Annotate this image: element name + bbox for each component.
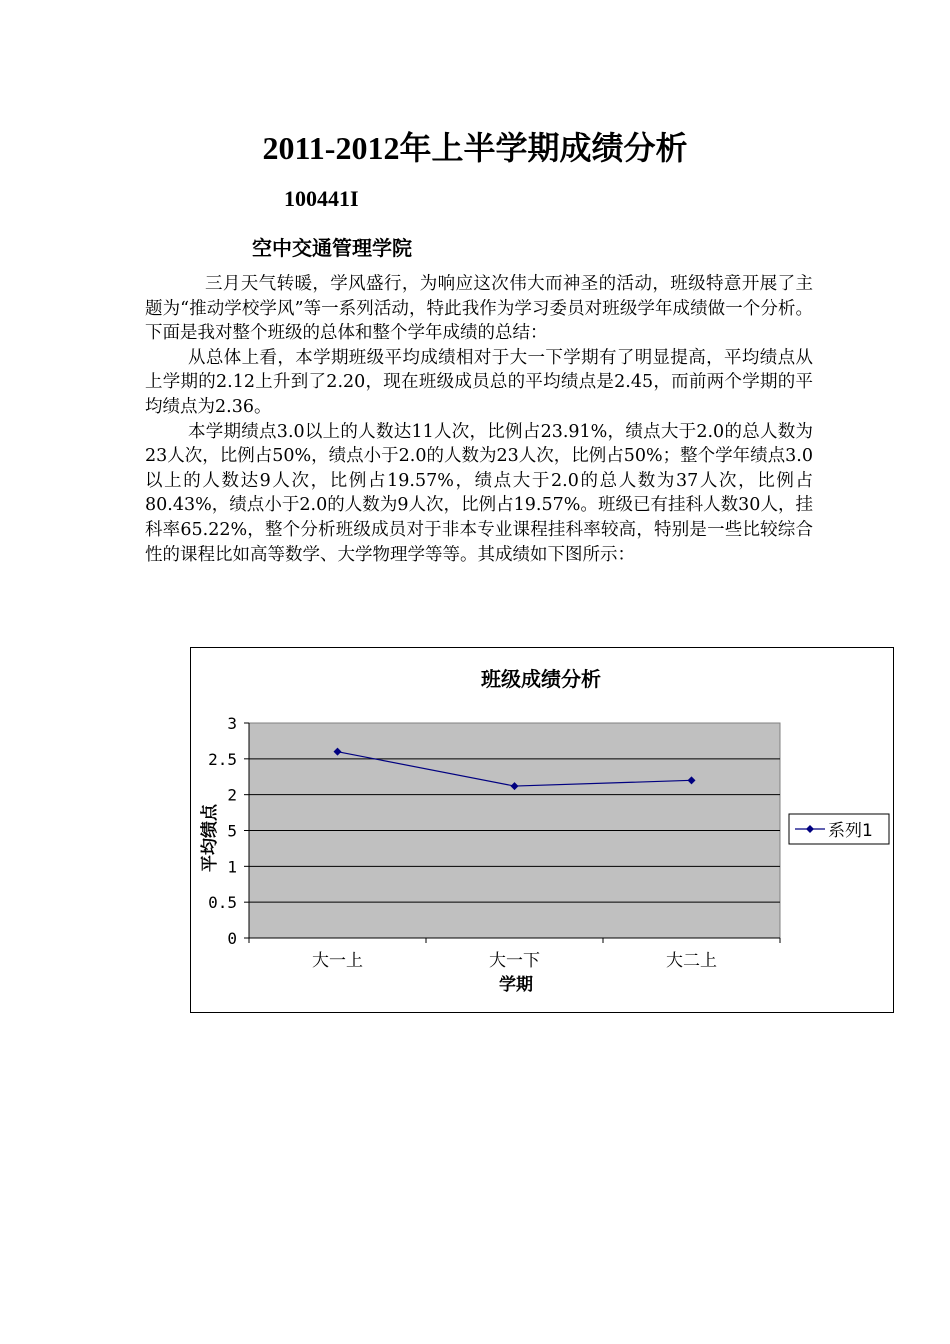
y-tick-label: 0.5 — [208, 893, 237, 913]
document-title: 2011-2012年上半学期成绩分析 — [262, 130, 688, 166]
paragraph-intro: 三月天气转暖，学风盛行，为响应这次伟大而神圣的活动，班级特意开展了主题为“推动学校学风”等一系列活动，特此我作为学习委员对班级学年成绩做一个分析。下面是我对整个班级的总体和整个学年成绩的总结： — [145, 274, 813, 344]
y-tick-label: 2 — [227, 785, 237, 805]
y-axis-label: 平均绩点 — [200, 804, 220, 872]
y-tick-label: 2.5 — [208, 749, 237, 769]
chart-svg — [191, 648, 895, 1014]
chart-title: 班级成绩分析 — [481, 667, 601, 691]
grade-chart — [190, 647, 894, 1013]
class-id: 100441I — [284, 186, 359, 211]
body-text — [145, 272, 813, 567]
y-tick-label: 3 — [227, 714, 237, 733]
x-tick-label: 大一上 — [312, 951, 363, 971]
x-tick-label: 大二上 — [666, 951, 717, 971]
paragraph-statistics: 本学期绩点3.0以上的人数达11人次，比例占23.91%，绩点大于2.0的总人数为23人次，比例占50%，绩点小于2.0的人数为23人次，比例占50%；整个学年绩点3.0以上的人数达9人次，比例占19.57%，绩点大于2.0的总人数为37人次，比例占80.43%，绩点小于2.0的人数为9人次，比例占19.57%。班级已有挂科人数30人，挂科率65.22%，整个分析班级成员对于非本专业课程挂科率较高，特别是一些比较综合性的课程比如高等数学、大学物理学等等。其成绩如下图所示： — [145, 421, 813, 565]
paragraph-overview: 从总体上看，本学期班级平均成绩相对于大一下学期有了明显提高，平均绩点从上学期的2.12上升到了2.20，现在班级成员总的平均绩点是2.45，而前两个学期的平均绩点为2.36。 — [145, 347, 813, 417]
y-tick-label: 0 — [227, 929, 237, 948]
x-tick-label: 大一下 — [489, 951, 540, 971]
legend-label-series1: 系列1 — [828, 821, 873, 841]
x-axis-label: 学期 — [499, 975, 533, 995]
x-axis-ticks — [249, 938, 780, 971]
y-tick-label: 1 — [227, 857, 237, 877]
chart-legend — [789, 814, 889, 844]
y-tick-label: 5 — [227, 821, 237, 841]
college-name: 空中交通管理学院 — [252, 236, 412, 260]
